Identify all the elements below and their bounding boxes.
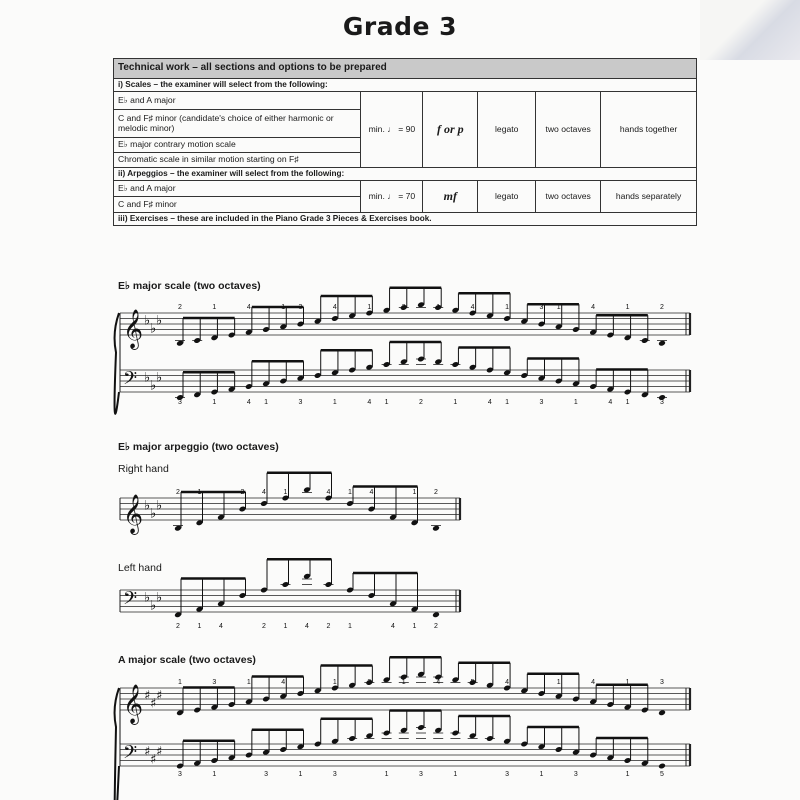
fingering-number: 1 xyxy=(281,304,286,311)
fingering-number: 3 xyxy=(367,679,372,686)
fingering-number: 1 xyxy=(264,399,268,406)
fingering-number: 4 xyxy=(246,399,251,406)
arpeggios-heading: ii) Arpeggios – the examiner will select from the following: xyxy=(114,167,697,180)
bass-clef-icon: 𝄢 xyxy=(123,368,138,394)
fingering-number: 2 xyxy=(660,304,664,311)
fingering-number: 4 xyxy=(608,399,613,406)
left-hand-label: Left hand xyxy=(118,562,162,574)
fingering-number: 2 xyxy=(434,623,438,630)
fingering-number: 1 xyxy=(367,304,372,311)
fingering-number: 1 xyxy=(556,679,561,686)
arpeggio-item: C and F♯ minor xyxy=(114,197,361,213)
fingering-number: 1 xyxy=(453,399,458,406)
scale-item: C and F♯ minor (candidate's choice of either harmonic or melodic minor) xyxy=(114,109,361,137)
arpeggios-dynamic-text: mf xyxy=(443,189,457,203)
fingering-number: 4 xyxy=(262,489,266,496)
scale-item: E♭ and A major xyxy=(114,91,361,109)
scales-heading: i) Scales – the examiner will select from the following: xyxy=(114,78,697,91)
fingering-number: 4 xyxy=(391,623,395,630)
fingering-number: 1 xyxy=(436,304,441,311)
fingering-number: 1 xyxy=(539,771,544,778)
flat-icon: ♭ xyxy=(150,598,157,614)
arpeggio-item: E♭ and A major xyxy=(114,181,361,197)
fingering-number: 5 xyxy=(660,771,664,778)
fingering-number: 1 xyxy=(505,304,509,311)
scales-tempo: min. ♩ = 90 xyxy=(361,91,423,167)
fingering-number: 2 xyxy=(326,623,331,630)
fingering-number: 1 xyxy=(212,304,217,311)
right-hand-label: Right hand xyxy=(118,463,169,475)
sharp-icon: ♯ xyxy=(150,696,157,712)
flat-icon: ♭ xyxy=(156,370,163,386)
fingering-number: 4 xyxy=(505,679,509,686)
fingering-number: 3 xyxy=(573,771,578,778)
fingering-number: 2 xyxy=(176,489,180,496)
fingering-number: 1 xyxy=(625,771,630,778)
fingering-number: 3 xyxy=(505,771,509,778)
fingering-number: 1 xyxy=(412,623,417,630)
fingering-number: 3 xyxy=(419,771,423,778)
fingering-number: 3 xyxy=(178,771,182,778)
bass-clef-icon: 𝄢 xyxy=(123,588,138,614)
fingering-number: 1 xyxy=(197,623,202,630)
flat-icon: ♭ xyxy=(156,590,163,606)
fingering-number: 1 xyxy=(401,679,406,686)
fingering-number: 4 xyxy=(219,623,223,630)
fingering-number: 3 xyxy=(332,771,337,778)
treble-clef-icon: 𝄞 xyxy=(123,684,144,724)
fingering-number: 1 xyxy=(348,489,352,496)
flat-icon: ♭ xyxy=(144,370,151,386)
fingering-number: 4 xyxy=(305,623,309,630)
fingering-number: 2 xyxy=(262,623,266,630)
fingering-number: 4 xyxy=(332,304,337,311)
fingering-number: 4 xyxy=(281,679,286,686)
fingering-number: 1 xyxy=(556,304,561,311)
scales-hands: hands together xyxy=(601,91,697,167)
fingering-number: 1 xyxy=(625,399,630,406)
scale-item: Chromatic scale in similar motion starting on F♯ xyxy=(114,152,361,167)
fingering-number: 1 xyxy=(332,399,337,406)
eb-arpeggio-heading: E♭ major arpeggio (two octaves) xyxy=(118,441,279,453)
fingering-number: 1 xyxy=(197,489,202,496)
fingering-number: 2 xyxy=(240,489,245,496)
flat-icon: ♭ xyxy=(156,313,163,329)
fingering-number: 1 xyxy=(625,304,630,311)
flat-icon: ♭ xyxy=(150,378,157,394)
treble-clef-icon: 𝄞 xyxy=(123,309,144,349)
sharp-icon: ♯ xyxy=(156,744,163,760)
exercises-row: iii) Exercises – these are included in the Piano Grade 3 Pieces & Exercises book. xyxy=(114,213,697,226)
arpeggios-hands: hands separately xyxy=(601,181,697,213)
fingering-number: 4 xyxy=(246,304,251,311)
flat-icon: ♭ xyxy=(144,313,151,329)
flat-icon: ♭ xyxy=(150,321,157,337)
fingering-number: 1 xyxy=(348,623,352,630)
sharp-icon: ♯ xyxy=(150,752,157,768)
fingering-number: 4 xyxy=(591,304,596,311)
fingering-number: 4 xyxy=(470,304,475,311)
sharp-icon: ♯ xyxy=(144,688,151,704)
eb-scale-heading: E♭ major scale (two octaves) xyxy=(118,280,261,292)
fingering-number: 3 xyxy=(660,399,664,406)
fingering-number: 4 xyxy=(436,679,441,686)
fingering-number: 3 xyxy=(178,399,182,406)
treble-clef-icon: 𝄞 xyxy=(123,494,144,534)
flat-icon: ♭ xyxy=(150,506,157,522)
fingering-number: 5 xyxy=(470,679,475,686)
fingering-number: 2 xyxy=(419,399,423,406)
fingering-number: 3 xyxy=(539,304,544,311)
fingering-number: 1 xyxy=(178,679,182,686)
fingering-number: 1 xyxy=(212,399,217,406)
sharp-icon: ♯ xyxy=(156,688,163,704)
brace xyxy=(115,313,119,414)
a-scale-heading: A major scale (two octaves) xyxy=(118,654,256,666)
table-header: Technical work – all sections and options to be prepared xyxy=(114,59,697,79)
bass-clef-icon: 𝄢 xyxy=(123,742,138,768)
fingering-number: 4 xyxy=(487,399,492,406)
fingering-number: 3 xyxy=(212,679,217,686)
fingering-number: 1 xyxy=(246,679,251,686)
scales-dynamic-text: f or p xyxy=(436,121,464,136)
arpeggios-range: two octaves xyxy=(536,181,601,213)
fingering-number: 1 xyxy=(332,679,337,686)
notehead xyxy=(658,763,666,770)
fingering-number: 1 xyxy=(298,771,303,778)
fingering-number: 3 xyxy=(539,399,544,406)
fingering-number: 2 xyxy=(178,304,182,311)
fingering-number: 3 xyxy=(660,679,664,686)
fingering-number: 1 xyxy=(283,623,288,630)
arpeggios-articulation: legato xyxy=(478,181,536,213)
fingering-number: 3 xyxy=(298,304,303,311)
scales-range: two octaves xyxy=(536,91,601,167)
fingering-number: 1 xyxy=(212,771,217,778)
fingering-number: 1 xyxy=(283,489,288,496)
fingering-number: 1 xyxy=(453,771,458,778)
fingering-number: 4 xyxy=(369,489,374,496)
scale-item: E♭ major contrary motion scale xyxy=(114,137,361,152)
fingering-number: 1 xyxy=(384,399,389,406)
flat-icon: ♭ xyxy=(144,590,151,606)
scales-articulation: legato xyxy=(478,91,536,167)
fingering-number: 3 xyxy=(264,771,268,778)
fingering-number: 3 xyxy=(401,304,406,311)
brace xyxy=(115,688,119,800)
fingering-number: 1 xyxy=(573,399,578,406)
arpeggios-tempo: min. ♩ = 70 xyxy=(361,181,423,213)
fingering-number: 3 xyxy=(298,399,303,406)
flat-icon: ♭ xyxy=(156,498,163,514)
fingering-number: 1 xyxy=(384,771,389,778)
fingering-number: 1 xyxy=(505,399,509,406)
fingering-number: 2 xyxy=(434,489,438,496)
fingering-number: 4 xyxy=(591,679,596,686)
fingering-number: 1 xyxy=(412,489,417,496)
page-title: Grade 3 xyxy=(342,12,458,41)
fingering-number: 4 xyxy=(367,399,372,406)
fingering-number: 4 xyxy=(326,489,331,496)
fingering-number: 1 xyxy=(625,679,630,686)
fingering-number: 2 xyxy=(176,623,180,630)
flat-icon: ♭ xyxy=(144,498,151,514)
sharp-icon: ♯ xyxy=(144,744,151,760)
